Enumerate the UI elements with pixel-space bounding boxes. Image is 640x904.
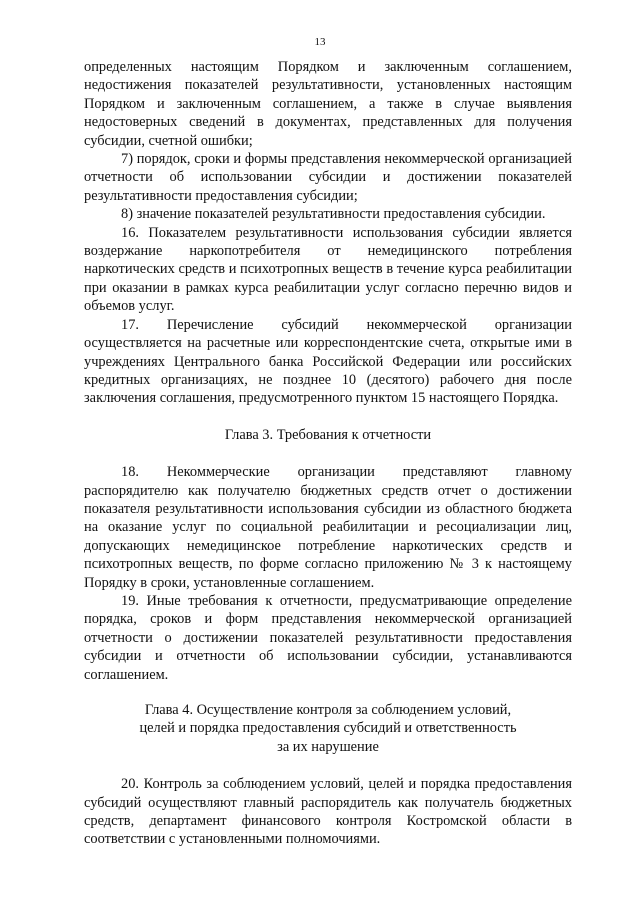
spacer bbox=[84, 408, 572, 426]
paragraph-item-7: 7) порядок, сроки и формы представления некоммерческой организацией отчетности об использовании субсидии и достижении показателей результативности предоставления субсидии; bbox=[84, 151, 572, 204]
paragraph-continuation: определенных настоящим Порядком и заключенным соглашением, недостижения показателей результативности, установленных настоящим Порядком и заключенным соглашением, а также в случае выявления недостоверных сведений в документах, представленных для получения субсидии, счетной ошибки; bbox=[84, 59, 572, 149]
paragraph-19: 19. Иные требования к отчетности, предусматривающие определение порядка, сроков и форм представления некоммерческой организацией отчетности о достижении показателей результативности предоставления субсидии и отчетности об использовании субсидии, устанавливаются соглашением. bbox=[84, 592, 572, 683]
chapter-3-heading: Глава 3. Требования к отчетности bbox=[224, 426, 432, 443]
chapter-4-heading-line: Глава 4. Осуществление контроля за соблюдением условий, bbox=[144, 702, 512, 718]
chapter-4-heading bbox=[84, 701, 572, 756]
paragraph-item-8: 8) значение показателей результативности предоставления субсидии. bbox=[121, 206, 546, 223]
chapter-4-heading-line: целей и порядка предоставления субсидий и ответственность bbox=[139, 720, 517, 737]
spacer bbox=[84, 684, 572, 701]
chapter-4-heading-line: за их нарушение bbox=[277, 738, 379, 755]
paragraph-20: 20. Контроль за соблюдением условий, целей и порядка предоставления субсидий осуществляют главный распорядитель как получатель бюджетных средств, департамент финансового контроля Костромской области в соответствии с установленными полномочиями. bbox=[84, 776, 572, 848]
page-number: 13 bbox=[314, 36, 326, 48]
spacer bbox=[84, 444, 572, 463]
paragraph-16: 16. Показателем результативности использования субсидии является воздержание наркопотребителя от немедицинского потребления наркотических средств и психотропных веществ в течение курса реабилитации при оказании в рамках курса реабилитации услуг согласно перечню видов и объемов услуг. bbox=[84, 224, 572, 315]
document-body bbox=[84, 58, 572, 849]
paragraph-17: 17. Перечисление субсидий некоммерческой организации осуществляется на расчетные или корреспондентские счета, открытые ими в учреждениях Центрального банка Российской Федерации или российских кредитных организациях, не позднее 10 (десятого) рабочего дня после заключения соглашения, предусмотренного пунктом 15 настоящего Порядка. bbox=[84, 316, 572, 407]
spacer bbox=[84, 756, 572, 775]
paragraph-18: 18. Некоммерческие организации представляют главному распорядителю как получателю бюджетных средств отчет о достижении показателя результативности использования субсидии из областного бюджета на оказание услуг по социальной реабилитации и ресоциализации лиц, допускающих немедицинское потребление наркотических средств и психотропных веществ, по форме согласно приложению № 3 к настоящему Порядку в сроки, установленные соглашением. bbox=[84, 464, 572, 591]
